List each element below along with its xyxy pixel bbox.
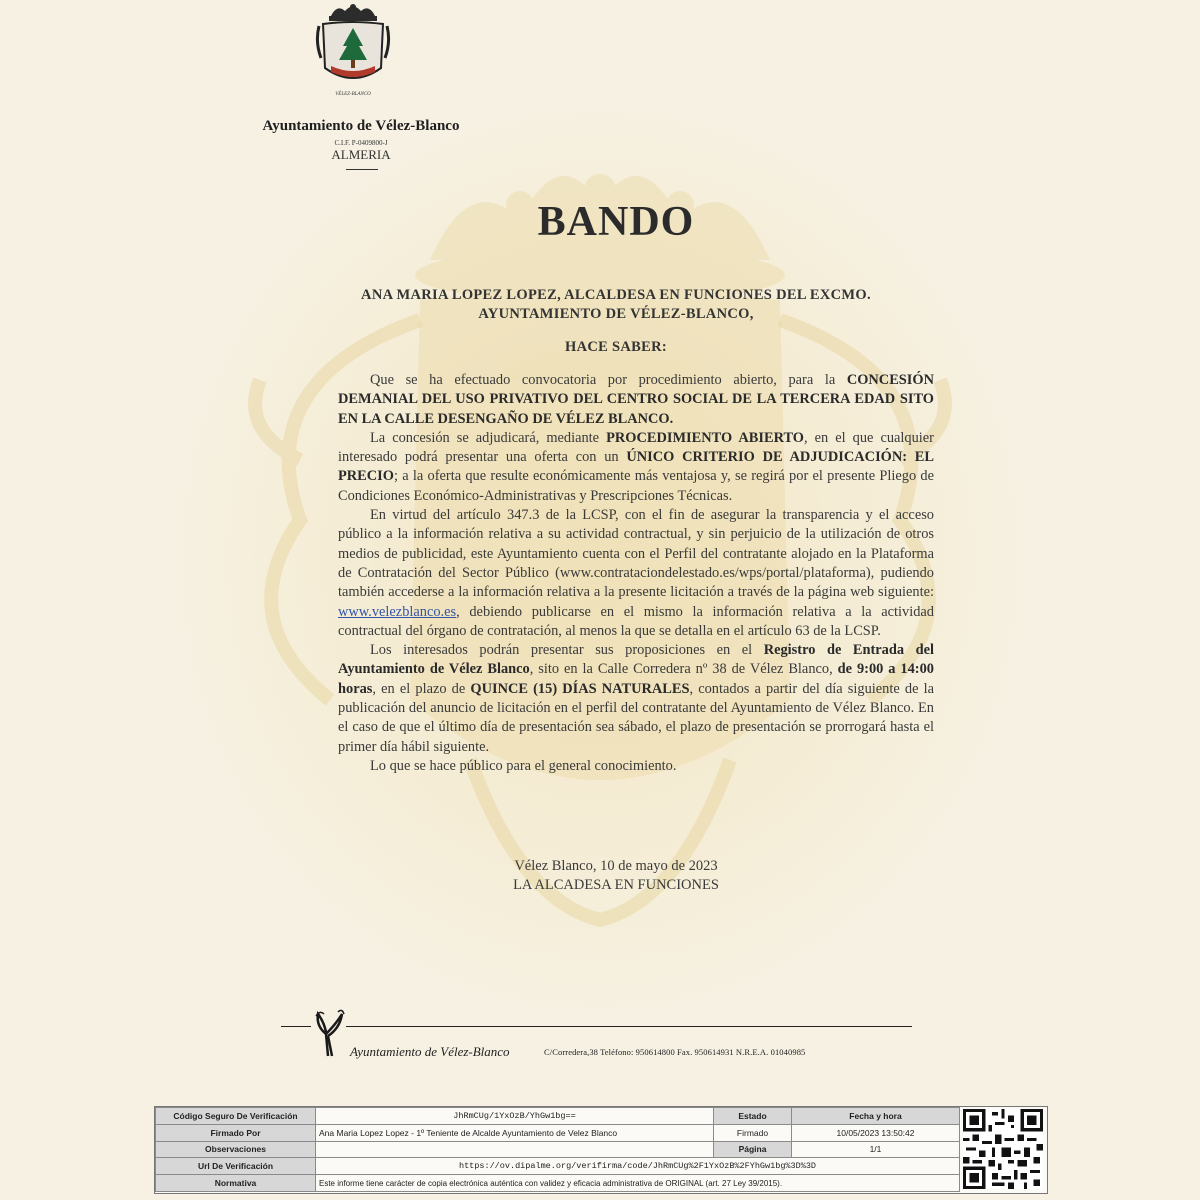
hace-saber-heading: HACE SABER: [565,339,667,355]
paragraph-text: Los interesados podrán presentar sus proposiciones en el [370,642,764,659]
paragraph-closing: Lo que se hace público para el general conocimiento. [370,757,677,774]
footer-rule-right [346,1026,912,1027]
label-url: Url De Verificación [156,1158,316,1175]
award-criterion: ÚNICO CRITERIO DE ADJUDICACIÓN: EL PRECIO [338,449,934,485]
concession-object: CONCESIÓN DEMANIAL DEL USO PRIVATIVO DEL CENTRO SOCIAL DE LA TERCERA EDAD SITO EN LA CALLE DESENGAÑO DE VÉLEZ BLANCO. [338,372,934,427]
status-value: Firmado [714,1124,792,1141]
paragraph-presentacion [338,641,934,757]
table-row [156,1158,960,1175]
qr-code-icon[interactable] [963,1109,1043,1189]
page-value: 1/1 [792,1141,960,1158]
paragraph-text: , debiendo publicarse en el mismo la información relativa a la actividad contractual del órgano de contratación, al menos la que se detalla en el artículo 63 de la LCSP. [338,603,934,639]
paragraph-convocatoria [338,371,934,429]
document-title: BANDO [537,199,695,245]
paragraph-text: La concesión se adjudicará, mediante [370,429,607,446]
document-body [338,371,934,776]
verification-panel [154,1106,1048,1194]
label-pagina: Página [714,1141,792,1158]
table-row [156,1141,960,1158]
normativa-value: Este informe tiene carácter de copia electrónica auténtica con validez y eficacia administrativa de ORIGINAL (art. 27 Ley 39/2015). [316,1175,960,1192]
procedure-type: PROCEDIMIENTO ABIERTO [606,429,804,446]
paragraph-text: , en el plazo de [372,680,471,697]
signer-value: Ana Maria Lopez Lopez - 1º Teniente de Alcalde Ayuntamiento de Velez Blanco [316,1124,714,1141]
municipal-crest-icon [313,2,393,98]
footer-address: C/Corredera,38 Teléfono: 950614800 Fax. 950614931 N.R.E.A. 01040985 [544,1047,806,1057]
office-hours: de 9:00 a 14:00 horas [338,661,934,697]
signature-block [0,857,1200,895]
header-divider [346,169,378,170]
paragraph-text: En virtud del artículo 347.3 de la LCSP, con el fin de asegurar la transparencia y el acceso público a la información relativa a su actividad contractual, y sin perjuicio de la utilización de otros medios de publicidad, este Ayuntamiento cuenta con el Perfil del contratante alojado en la Plataforma de Contratación del Sector Público (www.contrataciondelestado.es/wps/portal/plataforma), pudiendo también accederse a la información relativa a la presente licitación a través de la página web siguiente: [338,507,934,601]
table-row [156,1124,960,1141]
table-row [156,1108,960,1125]
label-fecha: Fecha y hora [792,1108,960,1125]
label-codigo: Código Seguro De Verificación [156,1108,316,1125]
crest-caption: VÉLEZ-BLANCO [335,92,371,97]
footer-rule-left [281,1026,311,1027]
submission-deadline: QUINCE (15) DÍAS NATURALES [470,680,690,697]
organization-province: ALMERIA [331,147,391,162]
observations-value [316,1141,714,1158]
signer-role: LA ALCADESA EN FUNCIONES [513,877,719,893]
table-row [156,1175,960,1192]
paragraph-adjudicacion [338,429,934,506]
verification-table [155,1107,960,1192]
paragraph-text: , contados a partir del día siguiente de la publicación del anuncio de licitación en el perfil del contratante del Ayuntamiento de Vélez Blanco. En el caso de que el último día de presentación sea sábado, el plazo de presentación se prorrogará hasta el primer día hábil siguiente. [338,680,935,755]
datetime-value: 10/05/2023 13:50:42 [792,1124,960,1141]
verification-code[interactable]: JhRmCUg/1YxOzB/YhGw1bg== [316,1108,714,1125]
paragraph-perfil-contratante [338,506,934,641]
label-firmado: Firmado Por [156,1124,316,1141]
issuer-line: ANA MARIA LOPEZ LOPEZ, ALCALDESA EN FUNCIONES DEL EXCMO. AYUNTAMIENTO DE VÉLEZ-BLANCO, [361,287,871,322]
paragraph-text: , en el que cualquier interesado podrá presentar una oferta con un [338,429,934,466]
paragraph-text: Que se ha efectuado convocatoria por procedimiento abierto, para la [370,372,847,388]
place-date: Vélez Blanco, 10 de mayo de 2023 [514,858,718,874]
footer-org-name: Ayuntamiento de Vélez-Blanco [350,1044,510,1059]
label-normativa: Normativa [156,1175,316,1192]
verification-url[interactable]: https://ov.dipalme.org/verifirma/code/JhRmCUg%2F1YxOzB%2FYhGw1bg%3D%3D [316,1158,960,1175]
footer-logo-icon [308,1006,350,1060]
paragraph-text: , sito en la Calle Corredera nº 38 de Vélez Blanco, [529,661,838,678]
paragraph-text: ; a la oferta que resulte económicamente más ventajosa y, se regirá por el presente Pliego de Condiciones Económico-Administrativas y Prescripciones Técnicas. [338,468,934,504]
label-observaciones: Observaciones [156,1141,316,1158]
website-link[interactable]: www.velezblanco.es [338,603,457,620]
registry-name: Registro de Entrada del Ayuntamiento de Vélez Blanco [338,642,934,678]
organization-name: Ayuntamiento de Vélez-Blanco [262,118,460,134]
organization-cif: C.I.F. P-0409800-J [334,139,388,147]
label-estado: Estado [714,1108,792,1125]
